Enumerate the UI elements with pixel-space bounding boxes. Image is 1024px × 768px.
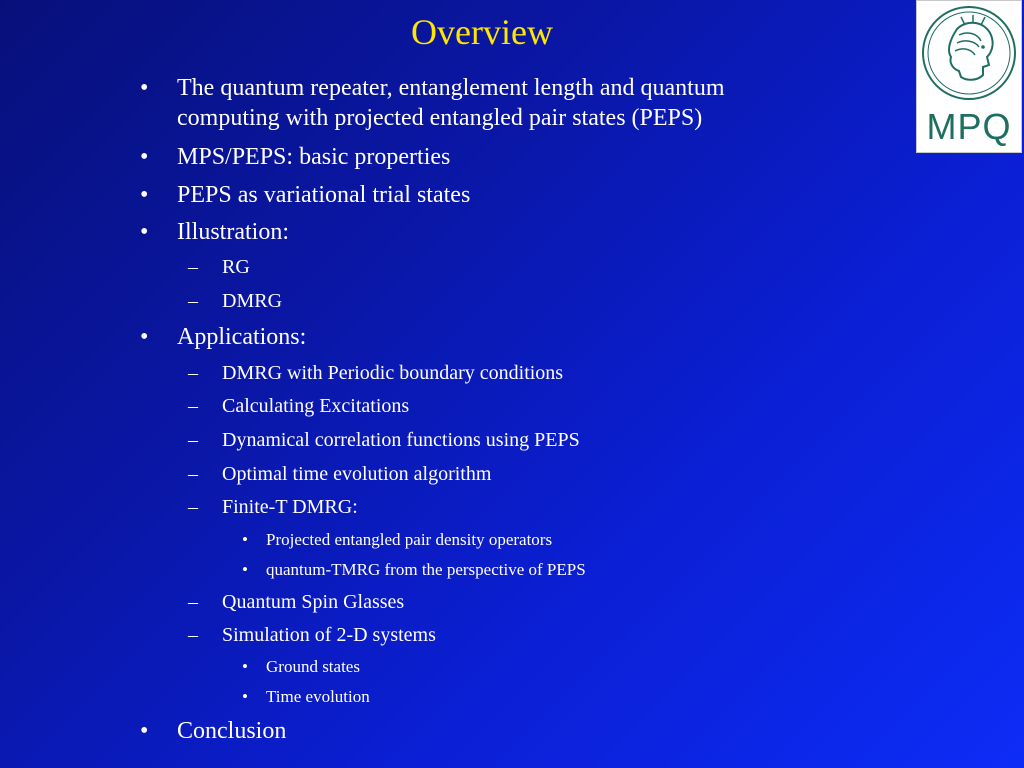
list-item-text: Dynamical correlation functions using PEPS xyxy=(222,429,580,451)
list-item-text: Illustration: xyxy=(177,219,289,245)
list-item-text: Time evolution xyxy=(266,687,370,706)
dash-marker: – xyxy=(188,591,198,613)
bullet-marker: • xyxy=(140,718,149,744)
list-item-text: MPS/PEPS: basic properties xyxy=(177,144,451,170)
bullet-marker: • xyxy=(140,144,149,170)
bullet-marker: • xyxy=(242,560,248,579)
list-item-text: DMRG with Periodic boundary conditions xyxy=(222,362,564,384)
list-item-text: Finite-T DMRG: xyxy=(222,496,358,518)
bullet-marker: • xyxy=(242,530,248,549)
dash-marker: – xyxy=(188,395,198,417)
minerva-head-icon xyxy=(917,1,1021,105)
list-item-text: computing with projected entangled pair states (PEPS) xyxy=(177,105,703,131)
dash-marker: – xyxy=(188,256,198,278)
list-item-text: Projected entangled pair density operators xyxy=(266,530,553,549)
bullet-marker: • xyxy=(242,657,248,676)
bullet-marker: • xyxy=(242,687,248,706)
list-item-text: Conclusion xyxy=(177,718,287,744)
dash-marker: – xyxy=(188,362,198,384)
bullet-marker: • xyxy=(140,219,149,245)
list-item-text: The quantum repeater, entanglement length and quantum xyxy=(177,75,725,101)
dash-marker: – xyxy=(188,463,198,485)
list-item-text: Optimal time evolution algorithm xyxy=(222,463,492,485)
list-item-text: Applications: xyxy=(177,324,307,350)
mpq-logo xyxy=(916,0,1022,153)
list-item-text: Simulation of 2-D systems xyxy=(222,624,436,646)
list-item-text: quantum-TMRG from the perspective of PEPS xyxy=(266,560,586,579)
logo-label: MPQ xyxy=(926,106,1012,147)
list-item-text: Quantum Spin Glasses xyxy=(222,591,405,613)
list-item-text: Ground states xyxy=(266,657,360,676)
slide-title: Overview xyxy=(411,12,553,52)
bullet-marker: • xyxy=(140,182,149,208)
dash-marker: – xyxy=(188,624,198,646)
dash-marker: – xyxy=(188,290,198,312)
list-item-text: DMRG xyxy=(222,290,283,312)
list-item-text: RG xyxy=(222,256,250,278)
list-item-text: PEPS as variational trial states xyxy=(177,182,471,208)
list-item-text: Calculating Excitations xyxy=(222,395,410,417)
dash-marker: – xyxy=(188,496,198,518)
bullet-marker: • xyxy=(140,324,149,350)
bullet-marker: • xyxy=(140,75,149,101)
dash-marker: – xyxy=(188,429,198,451)
